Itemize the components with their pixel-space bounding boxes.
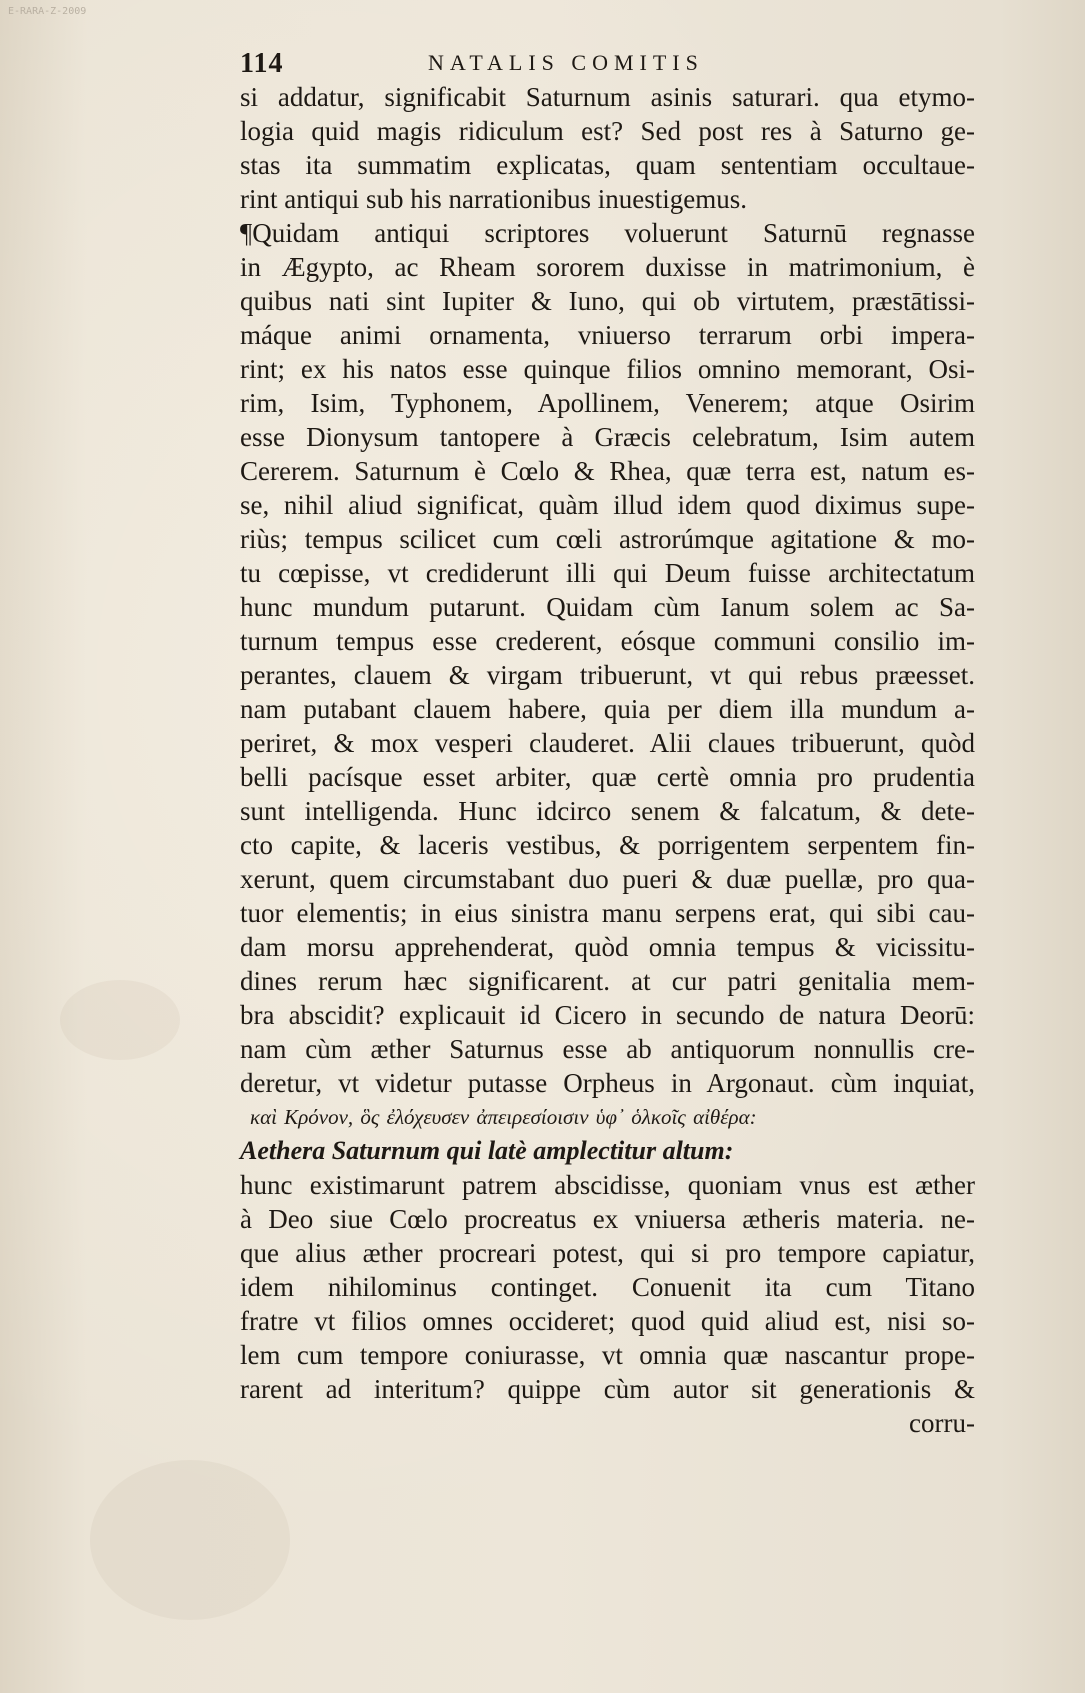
text-line: hunc mundum putarunt. Quidam cùm Ianum solem ac Sa- [240, 592, 975, 622]
text-line: idem nihilominus continget. Conuenit ita cum Titano [240, 1272, 975, 1302]
greek-verse-line: καὶ Κρόνον, ὃς ἐλόχευσεν ἀπειρεσίοισιν ὑφ᾽ ὁλκοῖς αἰθέρα: [250, 1105, 757, 1129]
text-line: fratre vt filios omnes occideret; quod quid aliud est, nisi so- [240, 1306, 975, 1336]
text-line: rint; ex his natos esse quinque filios omnino memorant, Osi- [240, 354, 975, 384]
text-line: se, nihil aliud significat, quàm illud idem quod diximus supe- [240, 490, 975, 520]
latin-verse-line: Aethera Saturnum qui latè amplectitur altum: [240, 1136, 734, 1165]
text-line: rarent ad interitum? quippe cùm autor sit generationis & [240, 1374, 975, 1404]
page-header [240, 48, 800, 78]
text-line: xerunt, quem circumstabant duo pueri & duæ puellæ, pro qua- [240, 864, 975, 894]
text-line: lem cum tempore coniurasse, vt omnia quæ nascantur prope- [240, 1340, 975, 1370]
page-number: 114 [240, 48, 284, 79]
text-line: dam morsu apprehenderat, quòd omnia tempus & vicissitu- [240, 932, 975, 962]
text-line: stas ita summatim explicatas, quam sententiam occultaue- [240, 150, 975, 180]
text-line: rim, Isim, Typhonem, Apollinem, Venerem; atque Osirim [240, 388, 975, 418]
text-line: à Deo siue Cœlo procreatus ex vniuersa ætheris materia. ne- [240, 1204, 975, 1234]
text-line: tu cœpisse, vt crediderunt illi qui Deum fuisse architectatum [240, 558, 975, 588]
text-line: nam putabant clauem habere, quia per diem illa mundum a- [240, 694, 975, 724]
text-line: tuor elementis; in eius sinistra manu serpens erat, qui sibi cau- [240, 898, 975, 928]
text-block [240, 80, 975, 1440]
paper-stain [60, 980, 180, 1060]
archive-mark: E-RARA-Z-2009 [8, 6, 87, 17]
text-line: quibus nati sint Iupiter & Iuno, qui ob virtutem, præstātissi- [240, 286, 975, 316]
text-line: nam cùm æther Saturnus esse ab antiquorum nonnullis cre- [240, 1034, 975, 1064]
text-line: logia quid magis ridiculum est? Sed post res à Saturno ge- [240, 116, 975, 146]
catchword: corru- [909, 1408, 975, 1438]
text-line: perantes, clauem & virgam tribuerunt, vt qui rebus præesset. [240, 660, 975, 690]
text-line: que alius æther procreari potest, qui si pro tempore capiatur, [240, 1238, 975, 1268]
text-line: Cererem. Saturnum è Cœlo & Rhea, quæ terra est, natum es- [240, 456, 975, 486]
text-line: deretur, vt videtur putasse Orpheus in Argonaut. cùm inquiat, [240, 1068, 975, 1098]
paper-stain [90, 1460, 290, 1620]
text-line: belli pacísque esset arbiter, quæ certè omnia pro prudentia [240, 762, 975, 792]
text-line: bra abscidit? explicauit id Cicero in secundo de natura Deorū: [240, 1000, 975, 1030]
text-line: hunc existimarunt patrem abscidisse, quoniam vnus est æther [240, 1170, 975, 1200]
text-line: esse Dionysum tantopere à Græcis celebratum, Isim autem [240, 422, 975, 452]
text-line: rint antiqui sub his narrationibus inuestigemus. [240, 184, 747, 214]
text-line: periret, & mox vesperi clauderet. Alii claues tribuerunt, quòd [240, 728, 975, 758]
text-line: dines rerum hæc significarent. at cur patri genitalia mem- [240, 966, 975, 996]
text-line: máque animi ornamenta, vniuerso terrarum orbi impera- [240, 320, 975, 350]
text-line: turnum tempus esse crederent, eósque communi consilio im- [240, 626, 975, 656]
text-line: riùs; tempus scilicet cum cœli astrorúmque agitatione & mo- [240, 524, 975, 554]
text-line: in Ægypto, ac Rheam sororem duxisse in matrimonium, è [240, 252, 975, 282]
text-line: ¶Quidam antiqui scriptores voluerunt Saturnū regnasse [240, 218, 975, 248]
text-line: si addatur, significabit Saturnum asinis saturari. qua etymo- [240, 82, 975, 112]
text-line: cto capite, & laceris vestibus, & porrigentem serpentem fin- [240, 830, 975, 860]
text-line: sunt intelligenda. Hunc idcirco senem & falcatum, & dete- [240, 796, 975, 826]
running-title: NATALIS COMITIS [428, 50, 704, 75]
